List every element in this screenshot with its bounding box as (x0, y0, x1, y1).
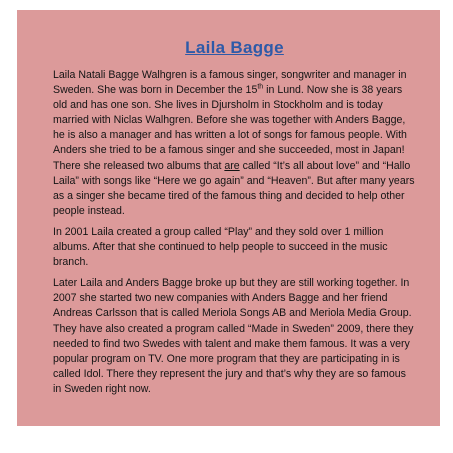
paragraph-1-text-b: in Lund. Now she is 38 years old and has one son. She lives in Djursholm in Stockholm and is today married with Niclas Walhgren. Before she was together with Anders Bagge, he is also a manager and has written a lot of songs for famous people. With Anders she tried to be a famous singer and she succeeded, most in Japan! There she released two albums that (53, 84, 407, 172)
paragraph-2: In 2001 Laila created a group called “Play” and they sold over 1 million albums. After that she continued to help people to succeed in the music branch. (53, 225, 388, 269)
ordinal-suffix: th (257, 83, 264, 91)
paragraph-3: Later Laila and Anders Bagge broke up but they are still working together. In 2007 she started two new companies with Anders Bagge and her friend Andreas Carlsson that is called Meriola Songs AB and Meriola Media Group. They have also created a program called “Made in Sweden” 2009, there they needed to find two Swedes with talent and make them famous. It was a very popular program on TV. One more program that they are participating in is called Idol. There they represent the jury and that’s why they are so famous in Sweden right now. (53, 277, 414, 395)
paragraph-1 (53, 68, 416, 219)
document-title: Laila Bagge (185, 38, 284, 57)
paragraph-1-text-c: called “It’s all about love” and “Hallo Laila” with songs like “Here we go again” and “Heaven”. But after many years as a singer she became tired of the famous thing and decided to help other people instead. (53, 159, 415, 217)
underlined-word: are (224, 159, 240, 172)
paragraph-1-text-a: Laila Natali Bagge Walhgren is a famous singer, songwriter and manager in Sweden. She was born in December the 15 (53, 69, 407, 97)
document-panel (17, 10, 440, 426)
